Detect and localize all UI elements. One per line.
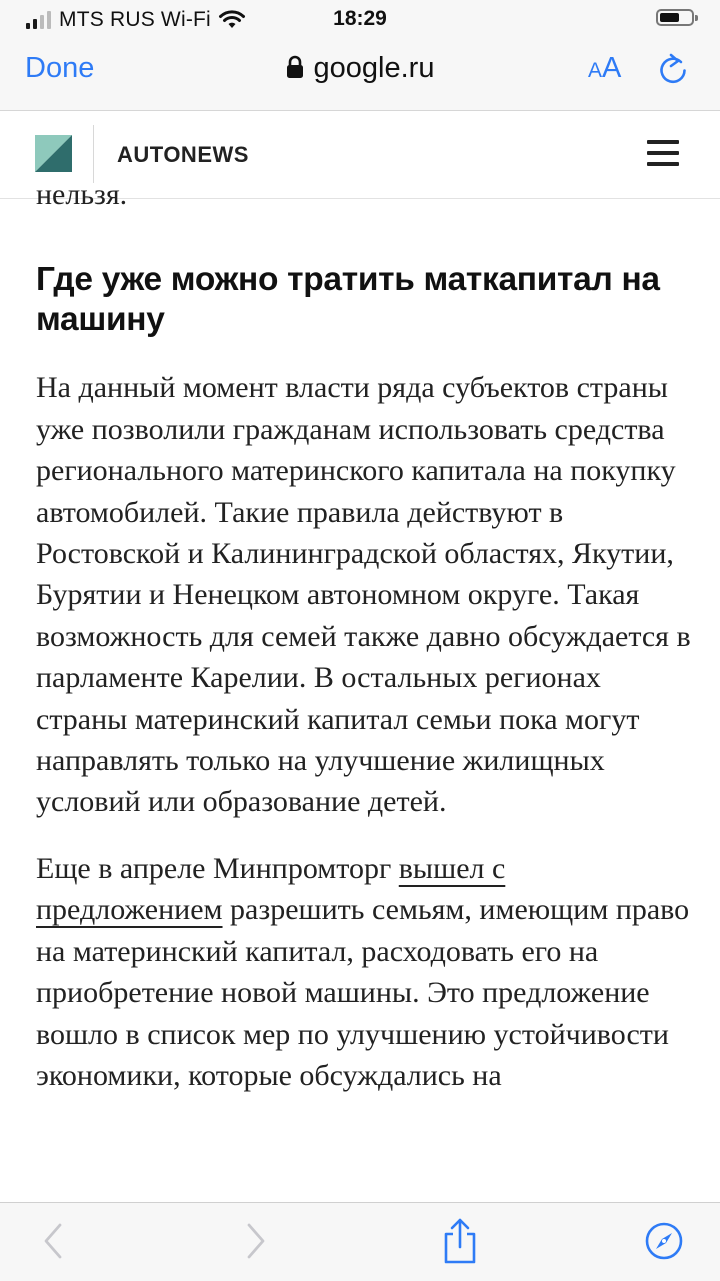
site-name[interactable]: AUTONEWS [117, 142, 249, 167]
forward-icon[interactable] [243, 1221, 269, 1261]
lock-icon [286, 55, 304, 79]
text-size-small-label: A [588, 59, 603, 82]
status-bar [0, 0, 720, 38]
compass-icon[interactable] [644, 1221, 684, 1261]
cut-off-text: нельзя. [36, 178, 128, 211]
url-text: google.ru [313, 52, 435, 84]
article-content [0, 178, 720, 1202]
reload-icon[interactable] [656, 50, 690, 88]
article-paragraph [36, 848, 696, 1096]
battery-icon [656, 9, 694, 26]
share-icon[interactable] [441, 1217, 479, 1265]
text-size-button[interactable] [588, 52, 621, 85]
browser-bottom-toolbar [0, 1202, 720, 1281]
article-paragraph: На данный момент власти ряда субъектов страны уже позволили гражданам использовать средства регионального материнского капитала на покупку автомобилей. Такие правила действуют в Ростовской и Калининградской областях, Якутии, Бурятии и Ненецком автономном округе. Такая возможность для семей также давно обсуждается в парламенте Карелии. В остальных регионах страны материнский капитал семьи пока могут направлять только на улучшение жилищных условий или образование детей. [36, 371, 691, 819]
carrier-name: MTS RUS Wi-Fi [59, 8, 211, 31]
text-size-large-label: A [602, 52, 622, 84]
paragraph-text: разрешить семьям, имеющим право на материнский капитал, расходовать его на приобретение новой машины. Это предложение вошло в список мер по улучшению устойчивости экономики, которые обсуждались на [36, 893, 690, 1092]
hamburger-menu-icon[interactable] [647, 140, 679, 168]
autonews-logo-icon[interactable] [35, 135, 72, 172]
article-heading: Где уже можно тратить маткапитал на машину [36, 261, 660, 339]
done-button[interactable]: Done [25, 52, 95, 84]
back-icon[interactable] [40, 1221, 66, 1261]
article-link[interactable]: вышел с предложением [36, 851, 506, 927]
paragraph-text: Еще в апреле Минпромторг [36, 851, 399, 885]
browser-top-bar [0, 38, 720, 111]
clock: 18:29 [333, 7, 387, 30]
